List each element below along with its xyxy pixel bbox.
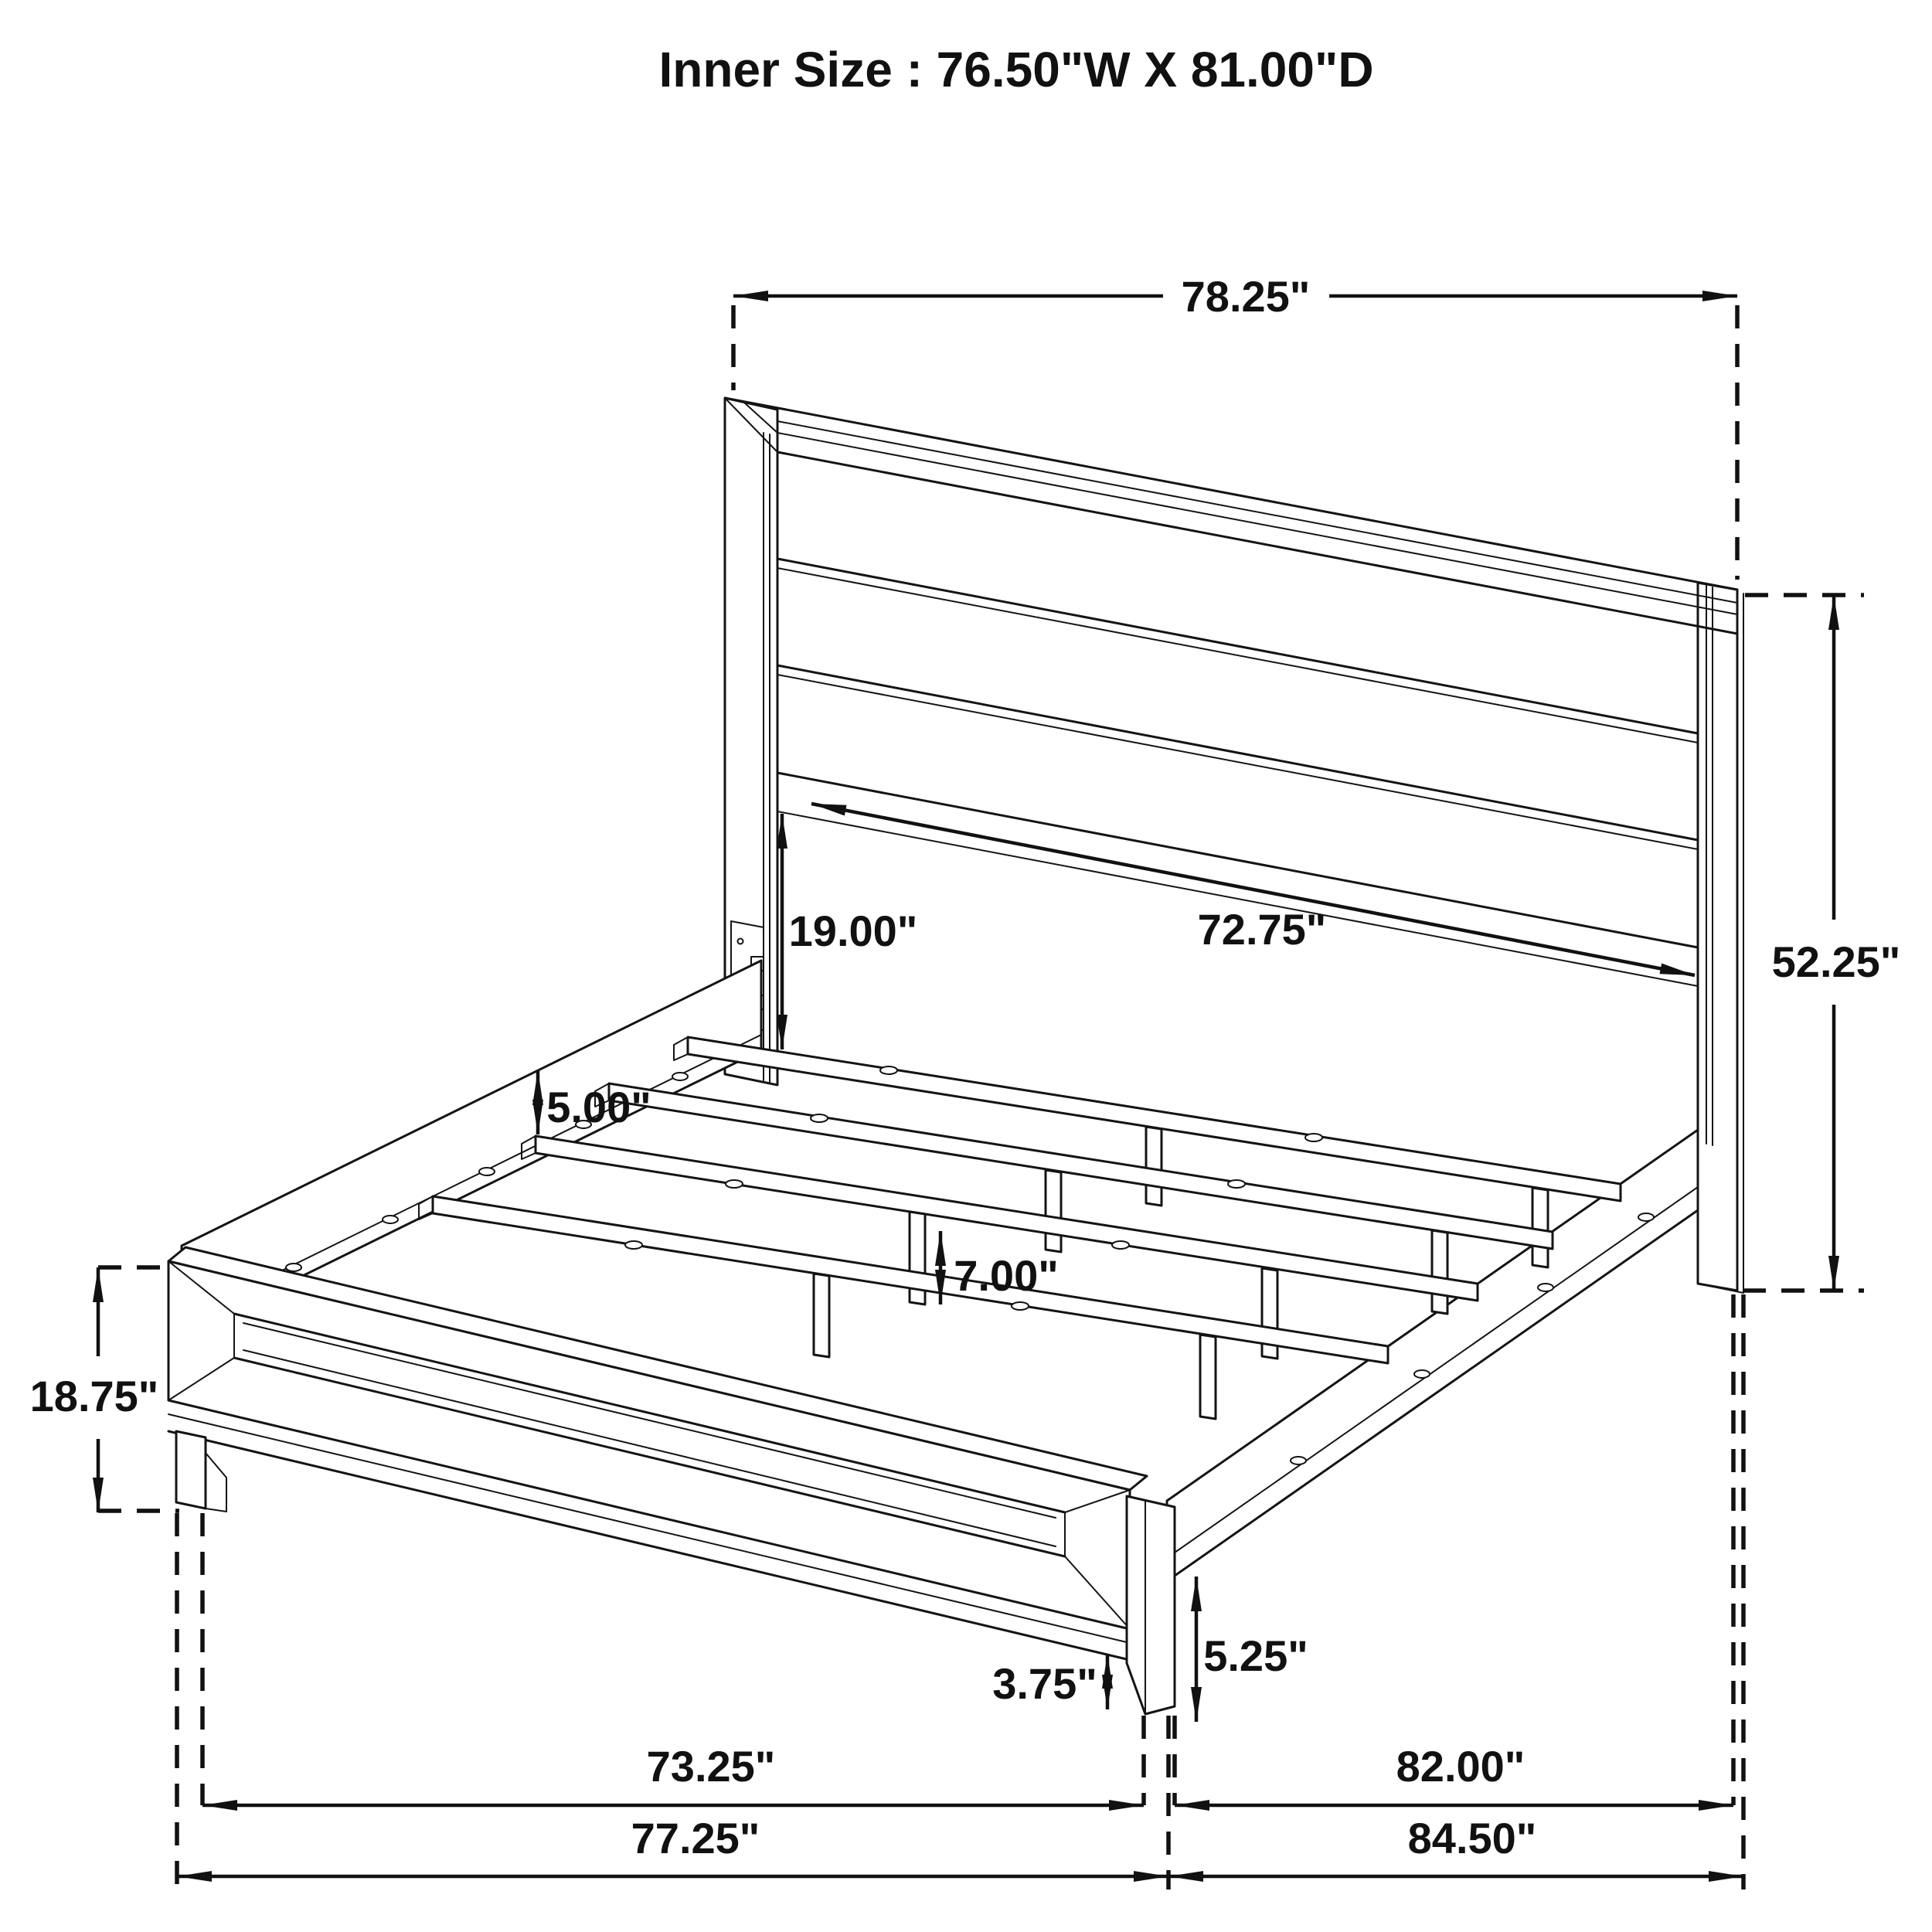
dim-slat-leg-height bbox=[940, 1231, 1059, 1304]
dim-label-78-25: 78.25" bbox=[1181, 272, 1311, 321]
dim-label-18-75: 18.75" bbox=[29, 1372, 159, 1420]
dim-footboard-inner-width bbox=[202, 1742, 1144, 1805]
dim-headboard-overall-width bbox=[733, 272, 1737, 580]
dim-label-3-75: 3.75" bbox=[992, 1659, 1097, 1708]
dim-label-72-75: 72.75" bbox=[1197, 905, 1327, 954]
dim-label-73-25: 73.25" bbox=[646, 1742, 776, 1791]
footboard bbox=[168, 1247, 1175, 1714]
headboard-board-groove bbox=[777, 559, 1698, 733]
headboard bbox=[725, 398, 1743, 1293]
dim-label-84-50: 84.50" bbox=[1407, 1814, 1537, 1862]
headboard-top-edge bbox=[725, 398, 1737, 590]
bed-frame-drawing bbox=[168, 398, 1743, 1714]
dim-foot-trim-height bbox=[992, 1654, 1107, 1709]
dim-label-5-25: 5.25" bbox=[1203, 1631, 1308, 1680]
dim-label-19-00: 19.00" bbox=[788, 906, 918, 955]
dim-label-7-00: 7.00" bbox=[954, 1251, 1059, 1300]
dim-label-77-25: 77.25" bbox=[631, 1814, 760, 1862]
dim-headboard-inner-width bbox=[811, 804, 1695, 975]
headboard-right-post bbox=[1698, 583, 1737, 1291]
dim-headboard-clearance bbox=[782, 814, 917, 1049]
dim-footboard-overall-width bbox=[177, 1814, 1168, 1876]
dim-corner-leg-height bbox=[1196, 1577, 1308, 1722]
footboard-right-leg bbox=[1127, 1496, 1175, 1714]
dim-label-52-25: 52.25" bbox=[1771, 937, 1901, 986]
dim-label-5-00: 5.00" bbox=[546, 1083, 651, 1131]
dim-label-82-00: 82.00" bbox=[1396, 1742, 1526, 1791]
dim-headboard-height bbox=[1743, 595, 1900, 1291]
diagram-title: Inner Size : 76.50"W X 81.00"D bbox=[658, 42, 1374, 97]
dim-frame-overall-depth bbox=[1168, 1814, 1743, 1876]
dim-footboard-height bbox=[30, 1267, 179, 1512]
dim-frame-inner-depth bbox=[1175, 1742, 1733, 1805]
